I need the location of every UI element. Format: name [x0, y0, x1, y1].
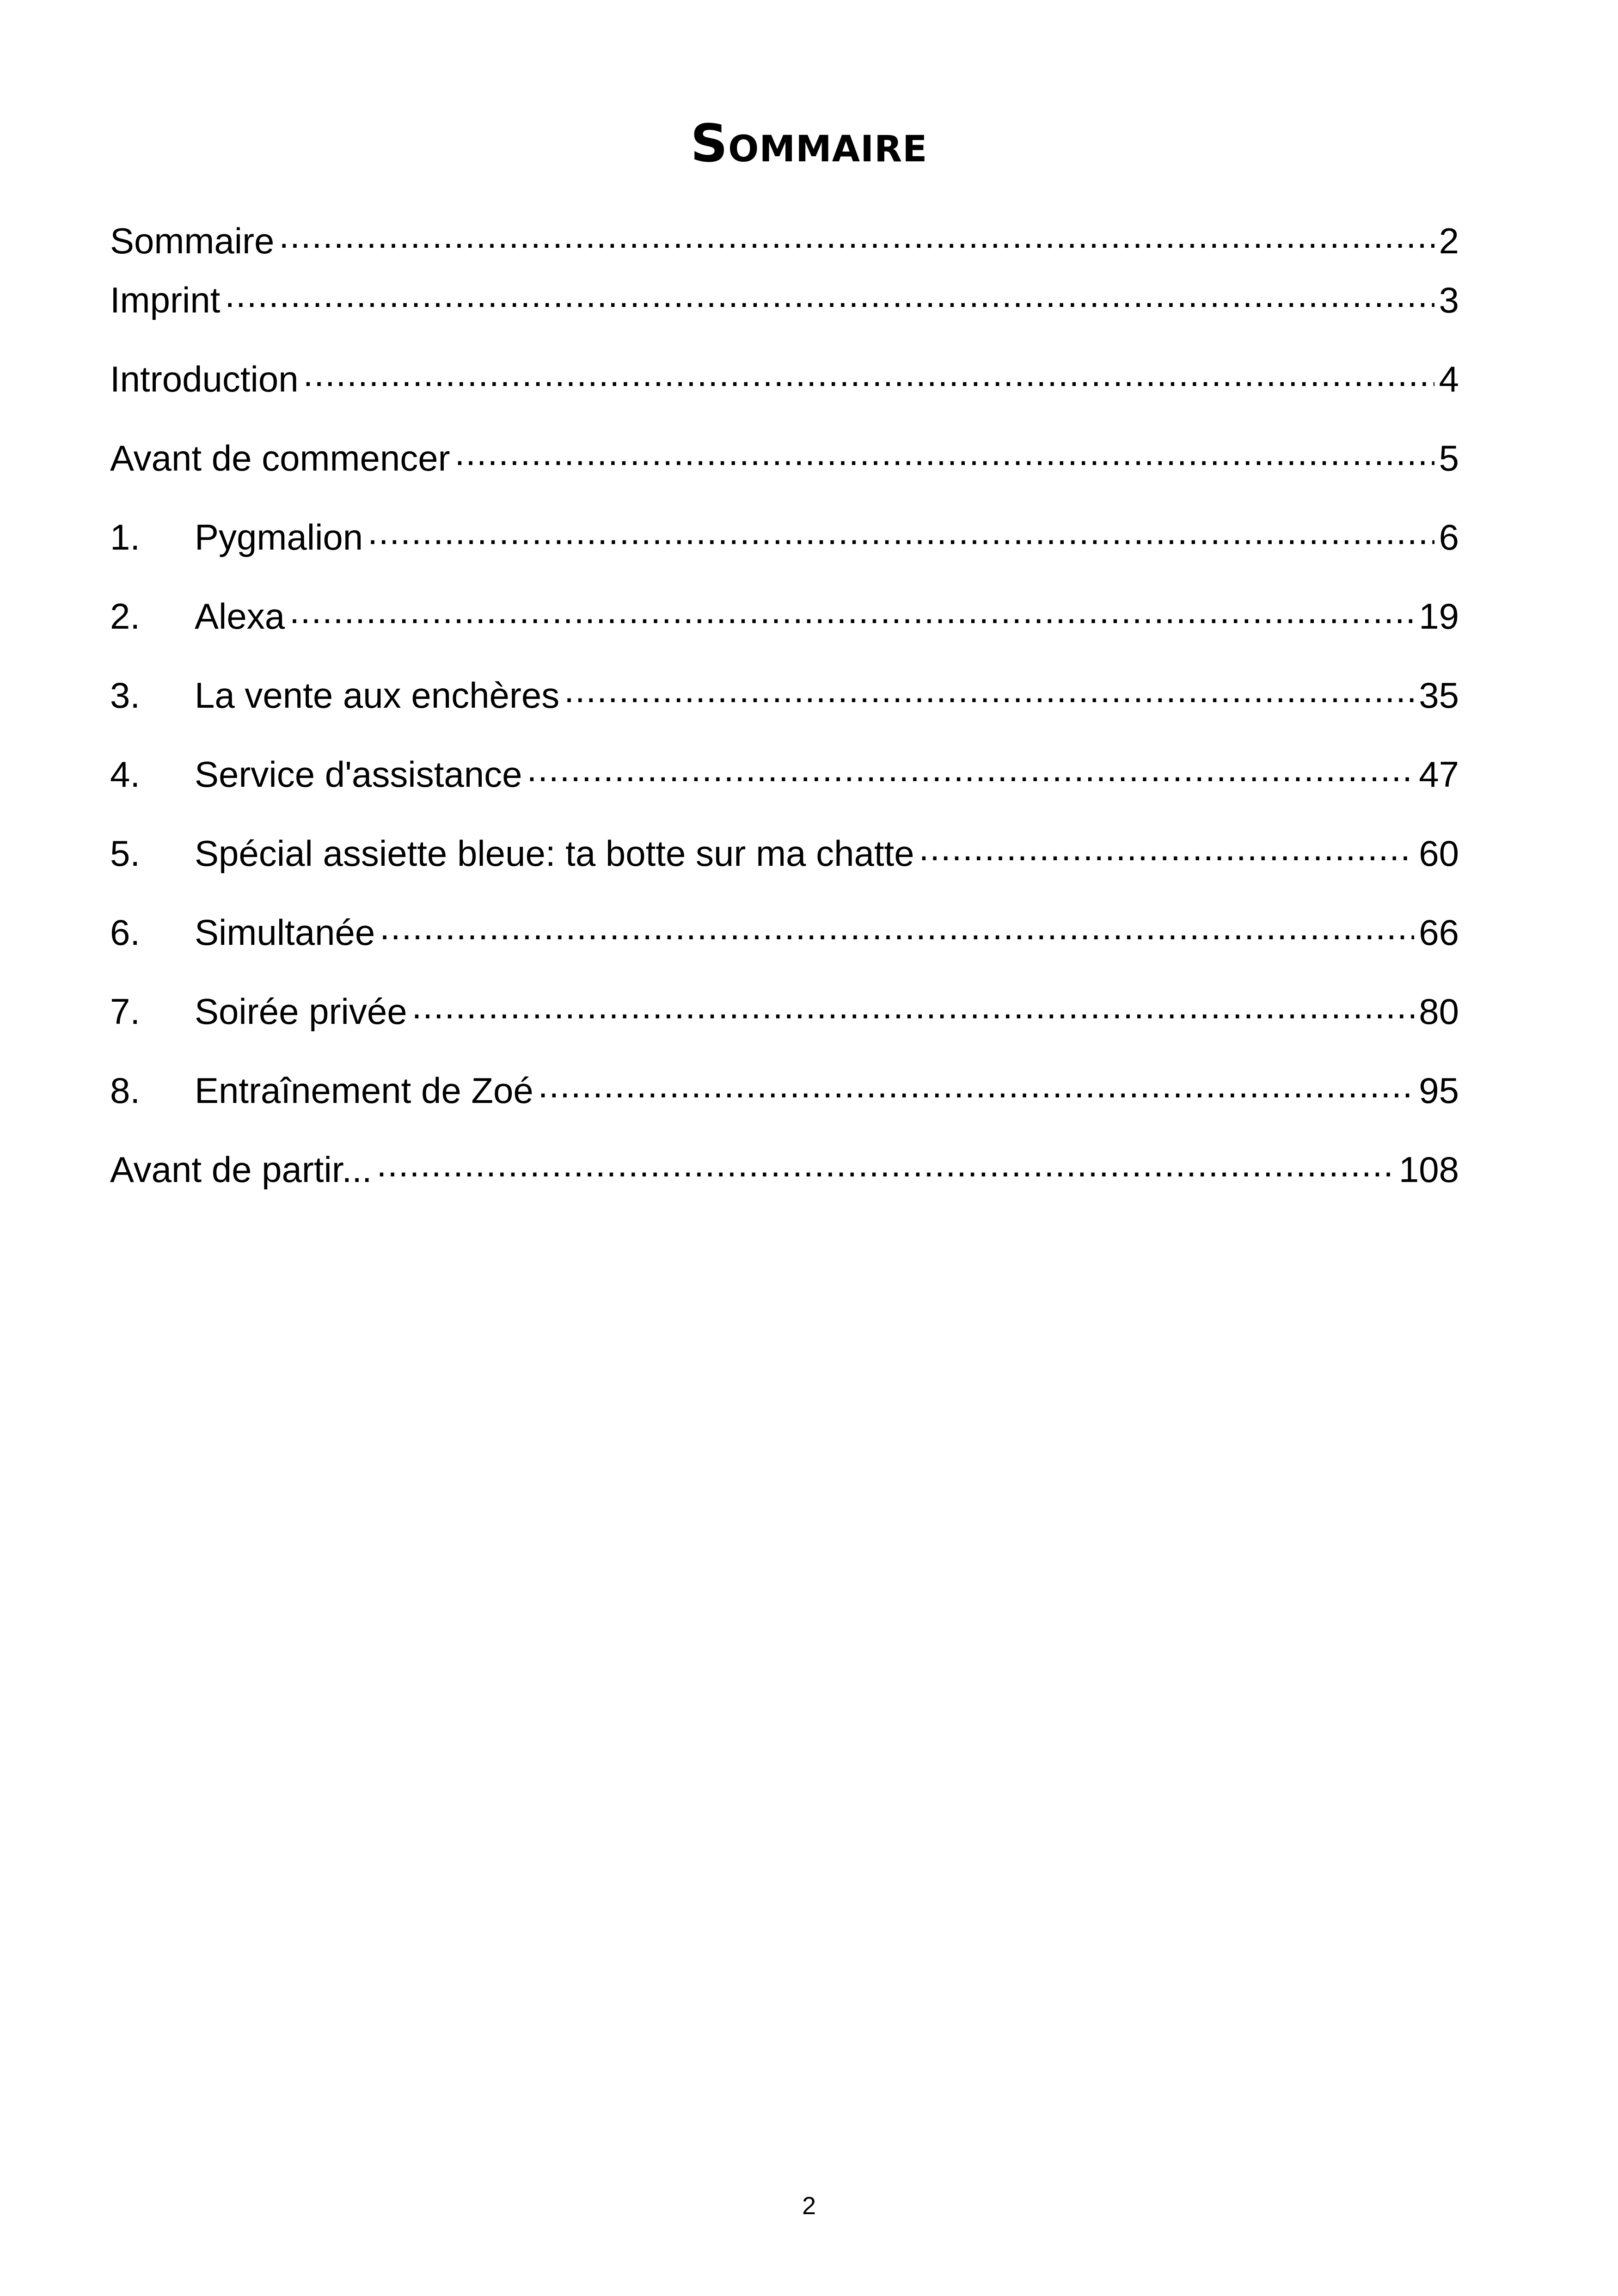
toc-entry-chapter-5[interactable]: [110, 830, 1459, 909]
toc-entry-number: 7.: [110, 991, 141, 1032]
toc-entry-number: 3.: [110, 675, 141, 716]
toc-entry-sommaire[interactable]: [110, 217, 1459, 276]
toc-entry-avant-de-commencer[interactable]: [110, 435, 1459, 514]
toc-entry-title: Avant de commencer: [110, 438, 450, 478]
toc-dot-leader: [380, 909, 1414, 945]
toc-entry-number: 4.: [110, 754, 141, 795]
toc-entry-page: 80: [1419, 991, 1459, 1032]
toc-entry-chapter-7[interactable]: [110, 988, 1459, 1067]
toc-entry-title: La vente aux enchères: [195, 675, 560, 716]
toc-dot-leader: [919, 830, 1415, 866]
toc-entry-page: 95: [1419, 1070, 1459, 1111]
toc-entry-title: Simultanée: [195, 912, 375, 953]
toc-entry-title: Spécial assiette bleue: ta botte sur ma chatte: [195, 833, 914, 874]
toc-entry-page: 6: [1439, 517, 1459, 557]
toc-entry-title: Entraînement de Zoé: [195, 1070, 533, 1111]
toc-entry-title: Soirée privée: [195, 991, 407, 1032]
toc-dot-leader: [564, 672, 1414, 708]
toc-entry-page: 3: [1439, 280, 1459, 320]
toc-entry-title: Introduction: [110, 359, 299, 399]
toc-dot-leader: [412, 988, 1415, 1024]
toc-entry-title: Pygmalion: [195, 517, 363, 557]
toc-entry-chapter-8[interactable]: [110, 1067, 1459, 1146]
toc-dot-leader: [538, 1067, 1414, 1103]
toc-entry-number: 1.: [110, 517, 141, 557]
toc-entry-chapter-2[interactable]: [110, 593, 1459, 672]
toc-entry-chapter-1[interactable]: [110, 514, 1459, 593]
toc-entry-number: 5.: [110, 833, 141, 874]
toc-entry-page: 108: [1398, 1149, 1459, 1190]
toc-dot-leader: [303, 355, 1434, 392]
toc-dot-leader: [279, 217, 1434, 253]
toc-dot-leader: [527, 751, 1415, 787]
toc-entry-page: 4: [1439, 359, 1459, 399]
toc-dot-leader: [455, 435, 1434, 471]
toc-dot-leader: [289, 593, 1414, 629]
toc-entry-page: 35: [1419, 675, 1459, 716]
toc-entry-page: 19: [1419, 596, 1459, 637]
toc-entry-page: 5: [1439, 438, 1459, 478]
toc-entry-number: 6.: [110, 912, 141, 953]
toc-entry-chapter-4[interactable]: [110, 751, 1459, 830]
toc-entry-page: 66: [1419, 912, 1459, 953]
toc-entry-avant-de-partir[interactable]: [110, 1146, 1459, 1225]
toc-dot-leader: [377, 1146, 1394, 1182]
page-number: 2: [802, 2192, 816, 2220]
toc-entry-page: 60: [1419, 833, 1459, 874]
toc-entry-title: Sommaire: [110, 220, 275, 261]
table-of-contents: [110, 217, 1459, 1225]
toc-entry-page: 47: [1419, 754, 1459, 795]
toc-entry-title: Imprint: [110, 280, 221, 320]
toc-entry-number: 2.: [110, 596, 141, 637]
toc-entry-chapter-6[interactable]: [110, 909, 1459, 988]
toc-entry-title: Avant de partir...: [110, 1149, 372, 1190]
toc-entry-imprint[interactable]: [110, 276, 1459, 355]
toc-entry-title: Service d'assistance: [195, 754, 522, 795]
toc-dot-leader: [225, 276, 1434, 312]
toc-dot-leader: [368, 514, 1434, 550]
toc-entry-page: 2: [1439, 220, 1459, 261]
toc-entry-title: Alexa: [195, 596, 285, 637]
toc-entry-introduction[interactable]: [110, 355, 1459, 435]
toc-entry-number: 8.: [110, 1070, 141, 1111]
toc-entry-chapter-3[interactable]: [110, 672, 1459, 751]
page-title: Sommaire: [690, 114, 928, 174]
